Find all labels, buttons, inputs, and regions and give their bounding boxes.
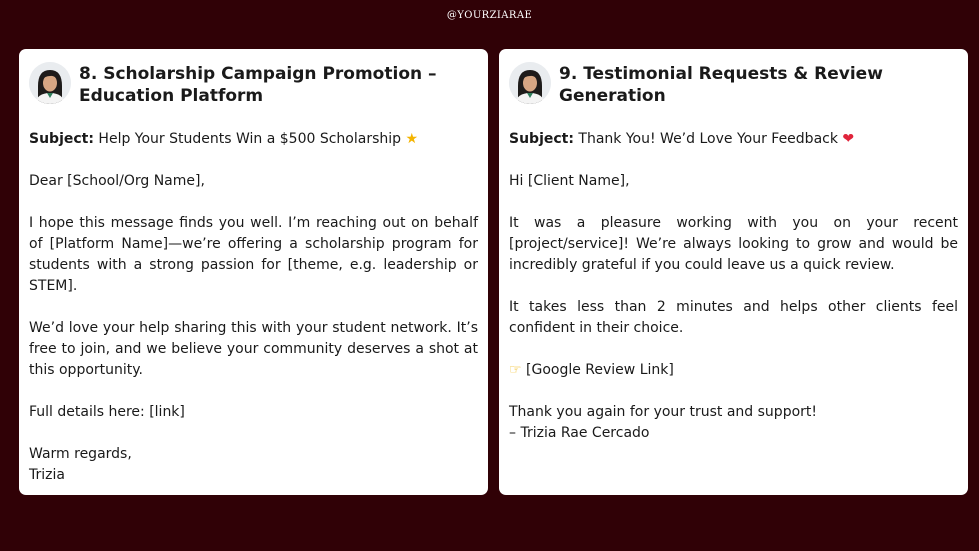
card-title: 8. Scholarship Campaign Promotion – Education Platform bbox=[79, 64, 437, 106]
heart-icon: ❤ bbox=[842, 131, 855, 147]
email-template-card-scholarship bbox=[19, 49, 488, 495]
signature: Trizia bbox=[29, 467, 65, 483]
greeting: Dear [School/Org Name], bbox=[29, 173, 205, 189]
closing: Thank you again for your trust and support! bbox=[509, 404, 817, 420]
closing-block bbox=[509, 402, 958, 444]
paragraph: It was a pleasure working with you on your recent [project/service]! We’re always looking to grow and would be incredibly grateful if you could leave us a quick review. bbox=[509, 215, 958, 273]
paragraph: I hope this message finds you well. I’m reaching out on behalf of [Platform Name]—we’re offering a scholarship program for students with a strong passion for [theme, e.g. leadership or STEM]. bbox=[29, 215, 478, 294]
card-header bbox=[29, 62, 478, 107]
signature: – Trizia Rae Cercado bbox=[509, 425, 650, 441]
paragraph: It takes less than 2 minutes and helps other clients feel confident in their choice. bbox=[509, 299, 958, 336]
review-link-line bbox=[509, 360, 958, 381]
avatar-portrait-icon bbox=[509, 62, 551, 104]
closing-block bbox=[29, 444, 478, 486]
avatar-portrait-icon bbox=[29, 62, 71, 104]
card-header bbox=[509, 62, 958, 107]
review-link[interactable]: [Google Review Link] bbox=[526, 362, 674, 378]
pointing-right-icon: ☞ bbox=[509, 362, 522, 378]
account-handle: @YOURZIARAE bbox=[446, 10, 533, 21]
details-line: Full details here: [link] bbox=[29, 404, 185, 420]
avatar bbox=[509, 62, 551, 104]
subject-label: Subject: bbox=[509, 131, 574, 147]
avatar bbox=[29, 62, 71, 104]
subject-text: Help Your Students Win a $500 Scholarship bbox=[98, 131, 402, 147]
card-title: 9. Testimonial Requests & Review Generation bbox=[559, 64, 883, 106]
email-template-card-testimonial bbox=[499, 49, 968, 495]
greeting: Hi [Client Name], bbox=[509, 173, 630, 189]
subject-line bbox=[29, 129, 478, 150]
subject-text: Thank You! We’d Love Your Feedback bbox=[578, 131, 838, 147]
subject-label: Subject: bbox=[29, 131, 94, 147]
email-body bbox=[29, 129, 478, 486]
paragraph: We’d love your help sharing this with your student network. It’s free to join, and we believe your community deserves a shot at this opportunity. bbox=[29, 320, 478, 378]
closing: Warm regards, bbox=[29, 446, 132, 462]
email-body bbox=[509, 129, 958, 444]
star-icon: ★ bbox=[405, 131, 419, 147]
subject-line bbox=[509, 129, 958, 150]
